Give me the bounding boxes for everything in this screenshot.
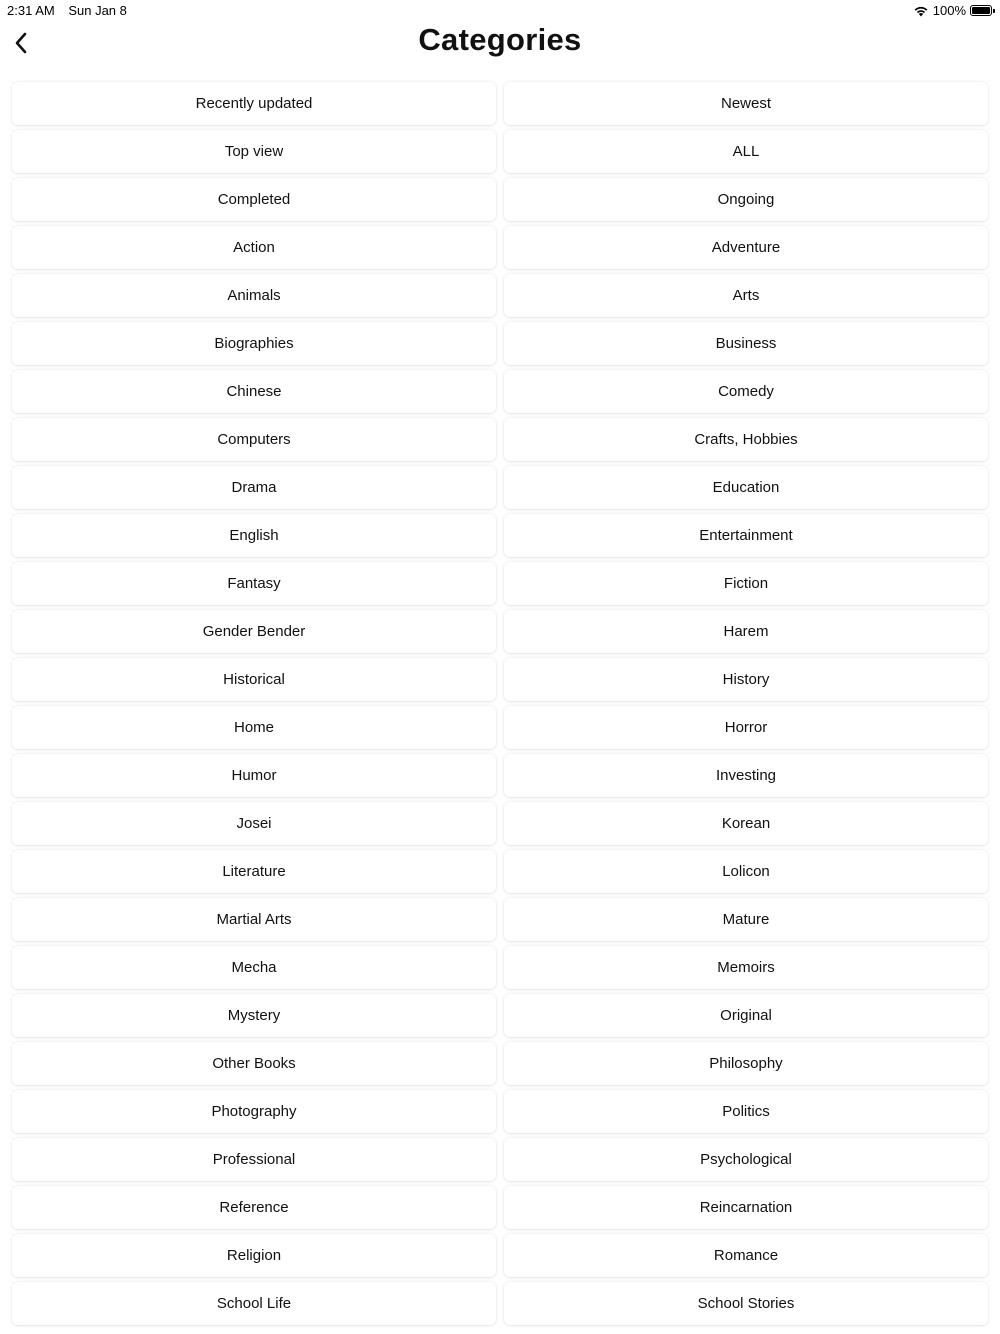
category-button-computers[interactable]: Computers: [12, 418, 496, 461]
category-button-martial-arts[interactable]: Martial Arts: [12, 898, 496, 941]
category-button-gender-bender[interactable]: Gender Bender: [12, 610, 496, 653]
status-left: [7, 3, 137, 18]
category-button-ongoing[interactable]: Ongoing: [504, 178, 988, 221]
status-date: Sun Jan 8: [68, 3, 127, 18]
category-button-comedy[interactable]: Comedy: [504, 370, 988, 413]
category-button-history[interactable]: History: [504, 658, 988, 701]
category-button-fiction[interactable]: Fiction: [504, 562, 988, 605]
battery-icon: [970, 5, 992, 16]
category-button-politics[interactable]: Politics: [504, 1090, 988, 1133]
battery-fill: [972, 7, 990, 14]
category-button-english[interactable]: English: [12, 514, 496, 557]
category-button-top-view[interactable]: Top view: [12, 130, 496, 173]
category-button-professional[interactable]: Professional: [12, 1138, 496, 1181]
category-button-all[interactable]: ALL: [504, 130, 988, 173]
category-button-lolicon[interactable]: Lolicon: [504, 850, 988, 893]
category-button-entertainment[interactable]: Entertainment: [504, 514, 988, 557]
page-title: Categories: [418, 22, 582, 57]
battery-percent: 100%: [932, 3, 966, 18]
category-button-adventure[interactable]: Adventure: [504, 226, 988, 269]
category-button-mature[interactable]: Mature: [504, 898, 988, 941]
status-time: 2:31 AM: [7, 3, 55, 18]
category-button-humor[interactable]: Humor: [12, 754, 496, 797]
category-button-korean[interactable]: Korean: [504, 802, 988, 845]
status-bar: [0, 0, 1000, 22]
category-button-arts[interactable]: Arts: [504, 274, 988, 317]
category-button-psychological[interactable]: Psychological: [504, 1138, 988, 1181]
category-button-chinese[interactable]: Chinese: [12, 370, 496, 413]
category-button-memoirs[interactable]: Memoirs: [504, 946, 988, 989]
category-button-school-stories[interactable]: School Stories: [504, 1282, 988, 1325]
category-button-recently-updated[interactable]: Recently updated: [12, 82, 496, 125]
category-button-harem[interactable]: Harem: [504, 610, 988, 653]
category-button-completed[interactable]: Completed: [12, 178, 496, 221]
category-button-investing[interactable]: Investing: [504, 754, 988, 797]
nav-bar: [0, 20, 1000, 70]
category-grid: [12, 82, 988, 1325]
status-right: [913, 3, 992, 18]
category-button-mecha[interactable]: Mecha: [12, 946, 496, 989]
category-button-home[interactable]: Home: [12, 706, 496, 749]
category-button-school-life[interactable]: School Life: [12, 1282, 496, 1325]
category-button-horror[interactable]: Horror: [504, 706, 988, 749]
category-button-newest[interactable]: Newest: [504, 82, 988, 125]
category-button-action[interactable]: Action: [12, 226, 496, 269]
category-button-historical[interactable]: Historical: [12, 658, 496, 701]
category-button-biographies[interactable]: Biographies: [12, 322, 496, 365]
category-button-josei[interactable]: Josei: [12, 802, 496, 845]
category-button-crafts-hobbies[interactable]: Crafts, Hobbies: [504, 418, 988, 461]
category-button-religion[interactable]: Religion: [12, 1234, 496, 1277]
category-button-business[interactable]: Business: [504, 322, 988, 365]
category-button-animals[interactable]: Animals: [12, 274, 496, 317]
category-button-other-books[interactable]: Other Books: [12, 1042, 496, 1085]
category-button-romance[interactable]: Romance: [504, 1234, 988, 1277]
category-button-reference[interactable]: Reference: [12, 1186, 496, 1229]
category-button-philosophy[interactable]: Philosophy: [504, 1042, 988, 1085]
category-button-education[interactable]: Education: [504, 466, 988, 509]
category-button-mystery[interactable]: Mystery: [12, 994, 496, 1037]
category-button-literature[interactable]: Literature: [12, 850, 496, 893]
category-button-fantasy[interactable]: Fantasy: [12, 562, 496, 605]
wifi-icon: [913, 5, 929, 17]
category-button-reincarnation[interactable]: Reincarnation: [504, 1186, 988, 1229]
category-button-photography[interactable]: Photography: [12, 1090, 496, 1133]
category-button-original[interactable]: Original: [504, 994, 988, 1037]
category-button-drama[interactable]: Drama: [12, 466, 496, 509]
